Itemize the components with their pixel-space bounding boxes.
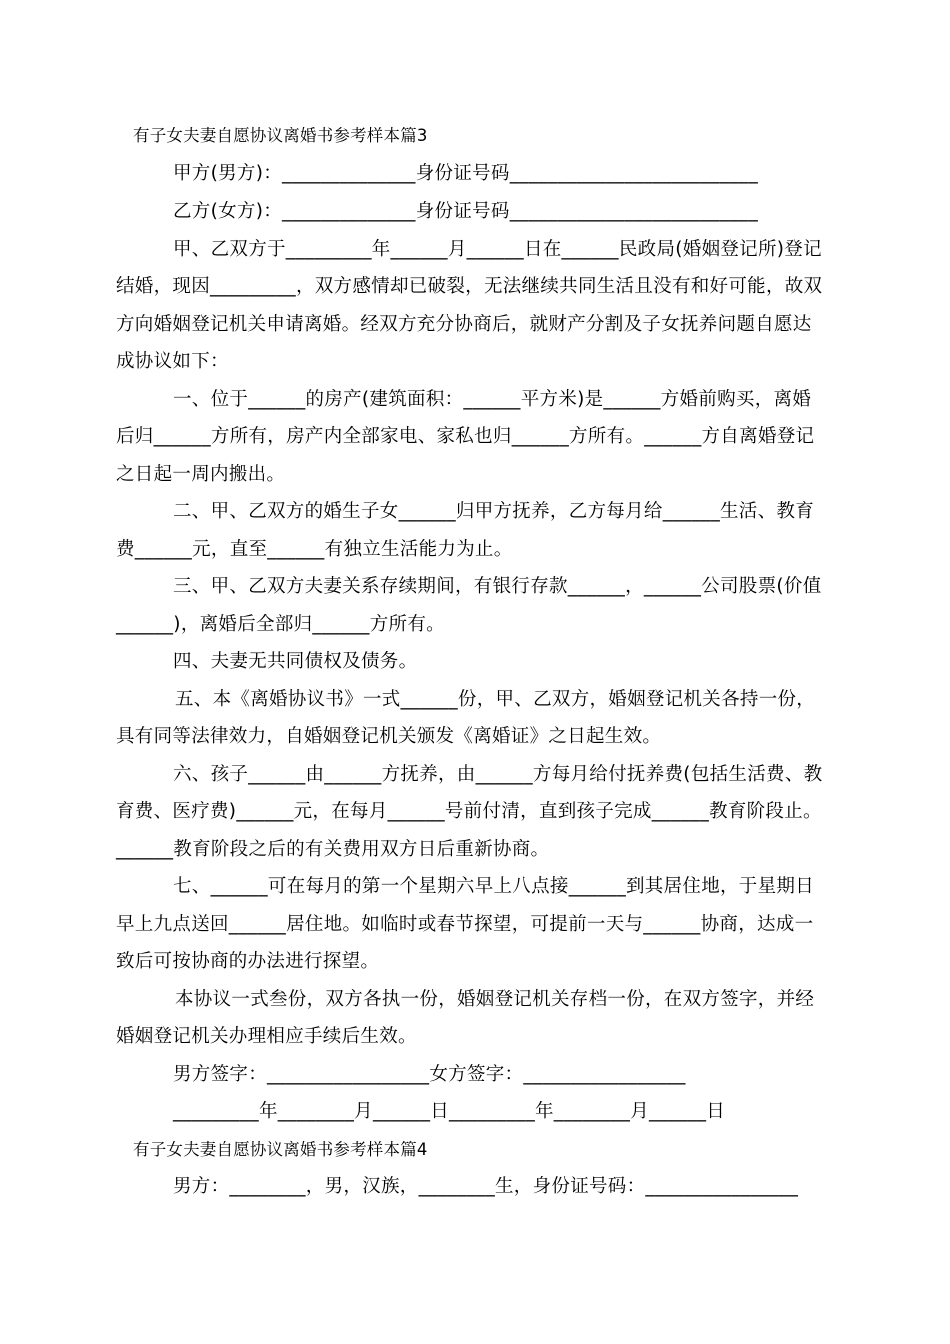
party-a-line: 甲方(男方)：______________身份证号码__________________________ [173, 163, 759, 184]
clause-5-line-2: 具有同等法律效力，自婚姻登记机关颁发《离婚证》之日起生效。 [116, 726, 662, 747]
closing-line-1: 本协议一式叁份，双方各执一份，婚姻登记机关存档一份，在双方签字，并经 [175, 989, 815, 1010]
clause-6-line-1: 六、孩子______由______方抚养，由______方每月给付抚养费(包括生活费、教 [173, 764, 823, 785]
section-heading-3: 有子女夫妻自愿协议离婚书参考样本篇3 [133, 126, 428, 145]
clause-4-line-1: 四、夫妻无共同债权及债务。 [173, 651, 418, 672]
clause-2-line-2: 费______元，直至______有独立生活能力为止。 [116, 539, 513, 560]
clause-3-line-2: ______)，离婚后全部归______方所有。 [116, 614, 445, 635]
man-info-line: 男方：________，男，汉族，________生，身份证号码：________________ [173, 1176, 799, 1197]
clause-7-line-3: 致后可按协商的办法进行探望。 [116, 951, 380, 972]
intro-line-4: 成协议如下： [116, 351, 229, 372]
section-heading-4: 有子女夫妻自愿协议离婚书参考样本篇4 [133, 1140, 428, 1159]
closing-line-2: 婚姻登记机关办理相应手续后生效。 [116, 1026, 417, 1047]
clause-1-line-1: 一、位于______的房产(建筑面积：______平方米)是______方婚前购买，离婚 [173, 389, 812, 410]
date-line: _________年________月______日_________年________月______日 [173, 1101, 726, 1122]
party-b-line: 乙方(女方)：______________身份证号码__________________________ [173, 201, 759, 222]
clause-7-line-1: 七、______可在每月的第一个星期六早上八点接______到其居住地，于星期日 [173, 876, 815, 897]
clause-1-line-3: 之日起一周内搬出。 [116, 464, 286, 485]
clause-6-line-2: 育费、医疗费)______元，在每月______号前付清，直到孩子完成______教育阶段止。 [116, 801, 822, 822]
clause-2-line-1: 二、甲、乙双方的婚生子女______归甲方抚养，乙方每月给______生活、教育 [173, 501, 815, 522]
intro-line-3: 方向婚姻登记机关申请离婚。经双方充分协商后，就财产分割及子女抚养问题自愿达 [116, 314, 812, 335]
clause-3-line-1: 三、甲、乙双方夫妻关系存续期间，有银行存款______，______公司股票(价值 [173, 576, 822, 597]
signature-line: 男方签字：_________________女方签字：_________________ [173, 1064, 686, 1085]
clause-7-line-2: 早上九点送回______居住地。如临时或春节探望，可提前一天与______协商，达成一 [116, 914, 814, 935]
intro-line-1: 甲、乙双方于_________年______月______日在______民政局(婚姻登记所)登记 [173, 239, 822, 260]
clause-1-line-2: 后归______方所有，房产内全部家电、家私也归______方所有。______方自离婚登记 [116, 426, 815, 447]
intro-line-2: 结婚，现因_________，双方感情却已破裂，无法继续共同生活且没有和好可能，故双 [116, 276, 823, 297]
clause-6-line-3: ______教育阶段之后的有关费用双方日后重新协商。 [116, 839, 550, 860]
clause-5-line-1: 五、本《离婚协议书》一式______份，甲、乙双方，婚姻登记机关各持一份， [175, 689, 816, 710]
